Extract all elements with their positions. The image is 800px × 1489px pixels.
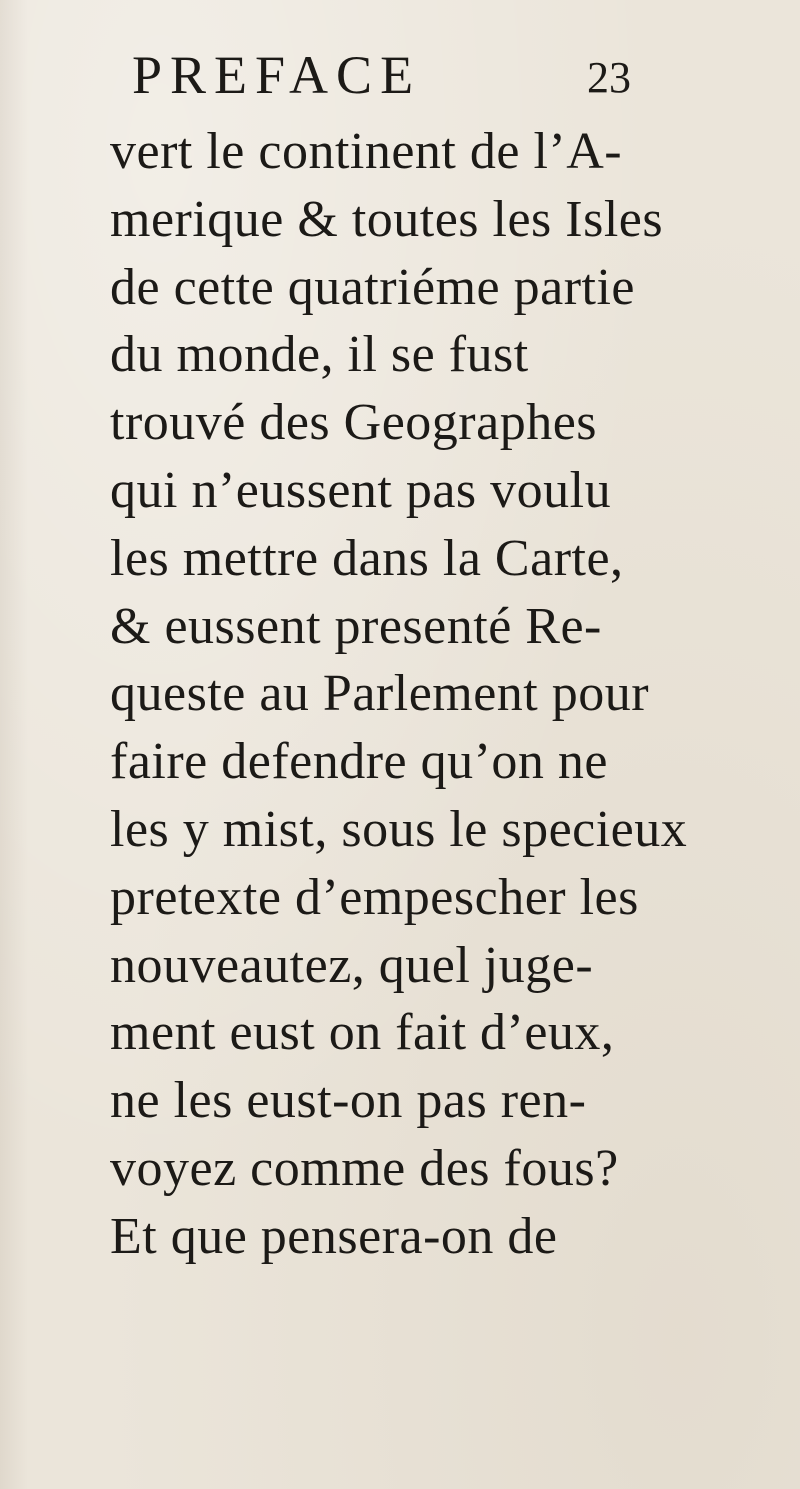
text-line: voyez comme des fous? bbox=[110, 1139, 619, 1197]
text-line: Et que pensera-on de bbox=[110, 1207, 558, 1265]
text-line: ment eust on fait d’eux, bbox=[110, 1004, 615, 1062]
text-line: du monde, il se fust bbox=[110, 326, 529, 384]
running-head bbox=[132, 44, 631, 106]
text-line: qui n’eussent pas voulu bbox=[110, 461, 612, 519]
text-line: faire defendre qu’on ne bbox=[110, 733, 609, 791]
text-line: vert le continent de l’A- bbox=[110, 123, 623, 180]
page-number: 23 bbox=[587, 53, 631, 102]
text-line: les y mist, sous le specieux bbox=[110, 800, 688, 858]
text-line: les mettre dans la Carte, bbox=[110, 529, 624, 587]
text-line: queste au Parlement pour bbox=[110, 665, 650, 723]
text-line: & eussent presenté Re- bbox=[110, 597, 602, 655]
text-line: de cette quatriéme partie bbox=[110, 258, 635, 316]
text-line: nouveautez, quel juge- bbox=[110, 936, 594, 994]
running-title: PREFACE bbox=[132, 45, 422, 105]
text-line: merique & toutes les Isles bbox=[110, 190, 664, 248]
text-line: ne les eust-on pas ren- bbox=[110, 1072, 587, 1130]
body-text bbox=[110, 118, 790, 1268]
page-gutter-shadow bbox=[0, 0, 28, 1489]
text-line: pretexte d’empescher les bbox=[110, 868, 639, 926]
text-line: trouvé des Geographes bbox=[110, 394, 598, 452]
